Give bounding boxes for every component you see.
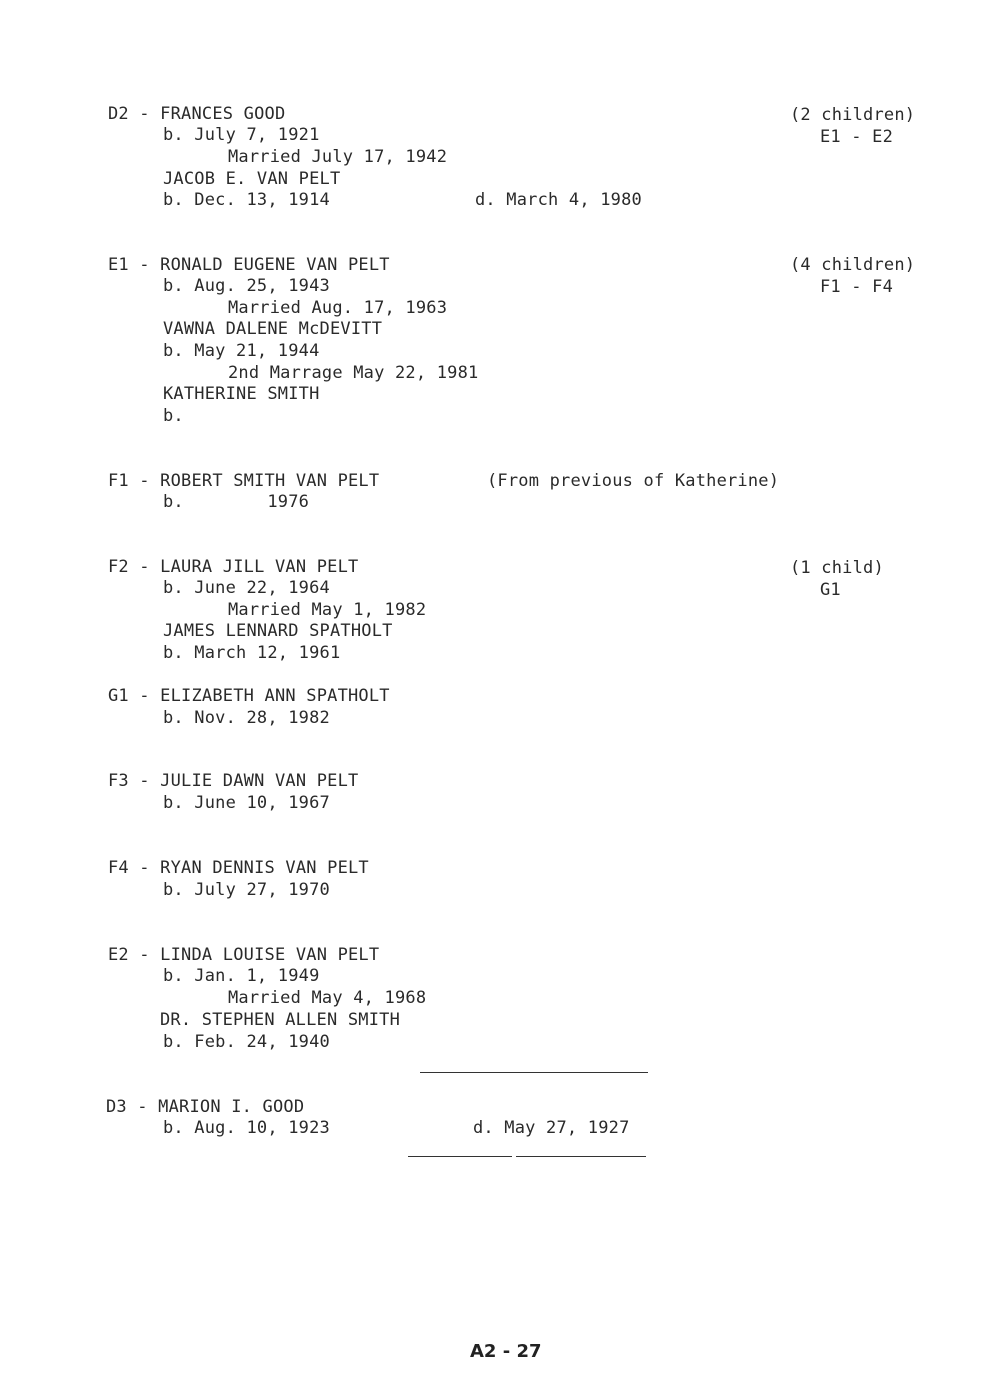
f3-heading: F3 - JULIE DAWN VAN PELT	[108, 771, 359, 791]
d2-spouse-died: d. March 4, 1980	[475, 190, 642, 210]
d2-children-range: E1 - E2	[820, 127, 894, 147]
f2-heading: F2 - LAURA JILL VAN PELT	[108, 557, 359, 577]
f1-born: b. 1976	[163, 492, 310, 512]
f4-heading: F4 - RYAN DENNIS VAN PELT	[108, 858, 369, 878]
d2-married: Married July 17, 1942	[228, 147, 448, 167]
end-rule-left	[408, 1156, 512, 1157]
e1-heading: E1 - RONALD EUGENE VAN PELT	[108, 255, 390, 275]
e1-married: Married Aug. 17, 1963	[228, 298, 448, 318]
e1-second-spouse: KATHERINE SMITH	[163, 384, 320, 404]
e1-children-count: (4 children)	[790, 255, 916, 275]
f2-married: Married May 1, 1982	[228, 600, 427, 620]
d2-spouse-born: b. Dec. 13, 1914	[163, 190, 330, 210]
e1-second-spouse-born: b.	[163, 406, 184, 426]
f2-born: b. June 22, 1964	[163, 578, 330, 598]
f2-children-count: (1 child)	[790, 558, 884, 578]
separator-rule	[420, 1072, 648, 1073]
end-rule-right	[516, 1156, 646, 1157]
d2-children-count: (2 children)	[790, 105, 916, 125]
f2-spouse-born: b. March 12, 1961	[163, 643, 341, 663]
g1-born: b. Nov. 28, 1982	[163, 708, 330, 728]
f2-children-range: G1	[820, 580, 841, 600]
e2-born: b. Jan. 1, 1949	[163, 966, 320, 986]
f3-born: b. June 10, 1967	[163, 793, 330, 813]
d2-spouse: JACOB E. VAN PELT	[163, 169, 341, 189]
f4-born: b. July 27, 1970	[163, 880, 330, 900]
e2-heading: E2 - LINDA LOUISE VAN PELT	[108, 945, 380, 965]
d3-born: b. Aug. 10, 1923	[163, 1118, 330, 1138]
d2-heading: D2 - FRANCES GOOD	[108, 104, 286, 124]
d3-died: d. May 27, 1927	[473, 1118, 630, 1138]
f1-heading: F1 - ROBERT SMITH VAN PELT	[108, 471, 380, 491]
e2-spouse-born: b. Feb. 24, 1940	[163, 1032, 330, 1052]
e2-married: Married May 4, 1968	[228, 988, 427, 1008]
f1-note: (From previous of Katherine)	[487, 471, 780, 491]
d2-born: b. July 7, 1921	[163, 125, 320, 145]
e1-born: b. Aug. 25, 1943	[163, 276, 330, 296]
g1-heading: G1 - ELIZABETH ANN SPATHOLT	[108, 686, 390, 706]
d3-heading: D3 - MARION I. GOOD	[106, 1097, 305, 1117]
e1-spouse: VAWNA DALENE McDEVITT	[163, 319, 383, 339]
f2-spouse: JAMES LENNARD SPATHOLT	[163, 621, 393, 641]
e2-spouse: DR. STEPHEN ALLEN SMITH	[160, 1010, 401, 1030]
e1-second-marriage: 2nd Marrage May 22, 1981	[228, 363, 479, 383]
e1-children-range: F1 - F4	[820, 277, 894, 297]
e1-spouse-born: b. May 21, 1944	[163, 341, 320, 361]
page-number: A2 - 27	[470, 1341, 542, 1362]
